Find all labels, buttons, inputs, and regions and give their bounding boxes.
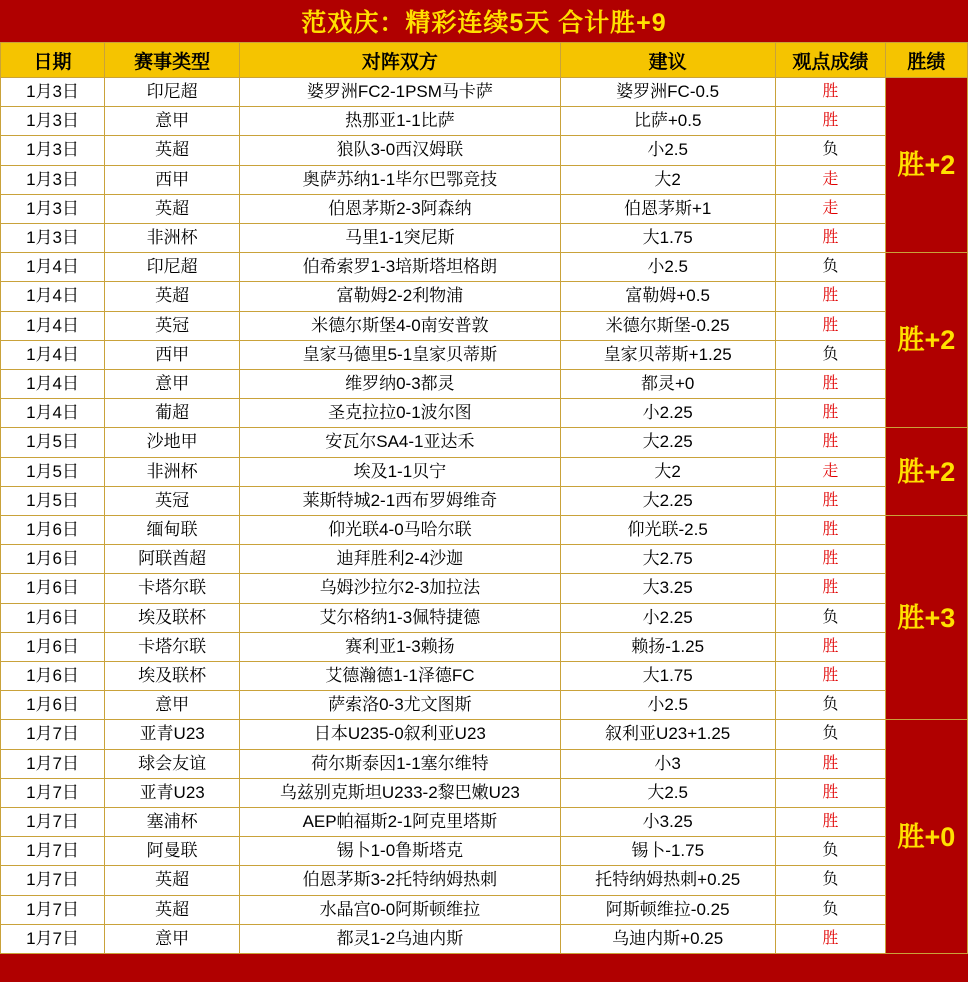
cell-result: 走	[775, 165, 885, 194]
cell-result: 负	[775, 691, 885, 720]
cell-result: 负	[775, 603, 885, 632]
cell-league: 意甲	[105, 691, 240, 720]
table-row	[1, 311, 968, 340]
summary-cell: 胜+2	[885, 428, 967, 516]
column-header-date: 日期	[1, 43, 105, 78]
cell-match: 维罗纳0-3都灵	[240, 370, 560, 399]
results-table	[0, 42, 968, 954]
cell-advice: 小2.5	[560, 253, 775, 282]
table-row	[1, 224, 968, 253]
cell-league: 英超	[105, 194, 240, 223]
cell-advice: 大2.25	[560, 486, 775, 515]
column-header-advice: 建议	[560, 43, 775, 78]
cell-match: 安瓦尔SA4-1亚达禾	[240, 428, 560, 457]
cell-date: 1月4日	[1, 282, 105, 311]
header-row	[1, 43, 968, 78]
cell-league: 球会友谊	[105, 749, 240, 778]
cell-match: 萨索洛0-3尤文图斯	[240, 691, 560, 720]
cell-result: 胜	[775, 808, 885, 837]
table-row	[1, 399, 968, 428]
cell-match: 赛利亚1-3赖扬	[240, 632, 560, 661]
column-header-match: 对阵双方	[240, 43, 560, 78]
table-header	[1, 43, 968, 78]
cell-advice: 乌迪内斯+0.25	[560, 924, 775, 953]
table-row	[1, 866, 968, 895]
cell-advice: 大1.75	[560, 224, 775, 253]
table-row	[1, 924, 968, 953]
cell-date: 1月3日	[1, 107, 105, 136]
cell-match: 仰光联4-0马哈尔联	[240, 516, 560, 545]
cell-result: 胜	[775, 778, 885, 807]
cell-advice: 小3.25	[560, 808, 775, 837]
cell-league: 卡塔尔联	[105, 632, 240, 661]
cell-league: 印尼超	[105, 253, 240, 282]
table-row	[1, 778, 968, 807]
cell-advice: 仰光联-2.5	[560, 516, 775, 545]
cell-date: 1月4日	[1, 340, 105, 369]
cell-league: 缅甸联	[105, 516, 240, 545]
cell-advice: 米德尔斯堡-0.25	[560, 311, 775, 340]
table-row	[1, 340, 968, 369]
cell-result: 负	[775, 340, 885, 369]
cell-date: 1月7日	[1, 749, 105, 778]
cell-advice: 大2.25	[560, 428, 775, 457]
cell-date: 1月3日	[1, 224, 105, 253]
cell-date: 1月3日	[1, 78, 105, 107]
cell-date: 1月3日	[1, 194, 105, 223]
cell-advice: 小2.5	[560, 136, 775, 165]
cell-match: 埃及1-1贝宁	[240, 457, 560, 486]
cell-advice: 小3	[560, 749, 775, 778]
cell-league: 葡超	[105, 399, 240, 428]
table-row	[1, 749, 968, 778]
cell-match: 迪拜胜利2-4沙迦	[240, 545, 560, 574]
column-header-league: 赛事类型	[105, 43, 240, 78]
cell-match: 荷尔斯泰因1-1塞尔维特	[240, 749, 560, 778]
cell-league: 印尼超	[105, 78, 240, 107]
table-row	[1, 662, 968, 691]
cell-league: 埃及联杯	[105, 603, 240, 632]
table-row	[1, 632, 968, 661]
cell-league: 西甲	[105, 165, 240, 194]
cell-date: 1月6日	[1, 603, 105, 632]
cell-date: 1月7日	[1, 866, 105, 895]
cell-match: 乌兹别克斯坦U233-2黎巴嫩U23	[240, 778, 560, 807]
cell-league: 埃及联杯	[105, 662, 240, 691]
cell-match: 热那亚1-1比萨	[240, 107, 560, 136]
summary-cell: 胜+2	[885, 78, 967, 253]
cell-match: 伯恩茅斯2-3阿森纳	[240, 194, 560, 223]
table-row	[1, 895, 968, 924]
table-row	[1, 603, 968, 632]
cell-league: 非洲杯	[105, 457, 240, 486]
table-row	[1, 574, 968, 603]
cell-advice: 小2.25	[560, 399, 775, 428]
cell-league: 西甲	[105, 340, 240, 369]
cell-date: 1月3日	[1, 165, 105, 194]
cell-match: 伯希索罗1-3培斯塔坦格朗	[240, 253, 560, 282]
summary-cell: 胜+3	[885, 516, 967, 720]
cell-league: 意甲	[105, 107, 240, 136]
cell-league: 意甲	[105, 924, 240, 953]
cell-advice: 阿斯顿维拉-0.25	[560, 895, 775, 924]
cell-result: 走	[775, 457, 885, 486]
cell-league: 阿曼联	[105, 837, 240, 866]
cell-advice: 大2	[560, 165, 775, 194]
cell-match: 圣克拉拉0-1波尔图	[240, 399, 560, 428]
cell-result: 负	[775, 866, 885, 895]
table-row	[1, 545, 968, 574]
cell-match: 伯恩茅斯3-2托特纳姆热刺	[240, 866, 560, 895]
table-row	[1, 457, 968, 486]
cell-league: 英冠	[105, 486, 240, 515]
cell-date: 1月6日	[1, 574, 105, 603]
cell-match: 狼队3-0西汉姆联	[240, 136, 560, 165]
cell-league: 塞浦杯	[105, 808, 240, 837]
cell-league: 英超	[105, 282, 240, 311]
cell-result: 胜	[775, 662, 885, 691]
cell-match: 艾德瀚德1-1泽德FC	[240, 662, 560, 691]
table-row	[1, 486, 968, 515]
cell-advice: 伯恩茅斯+1	[560, 194, 775, 223]
table-row	[1, 837, 968, 866]
cell-league: 阿联酋超	[105, 545, 240, 574]
cell-date: 1月7日	[1, 837, 105, 866]
summary-cell: 胜+2	[885, 253, 967, 428]
cell-date: 1月5日	[1, 428, 105, 457]
cell-result: 胜	[775, 486, 885, 515]
table-row	[1, 720, 968, 749]
cell-result: 负	[775, 720, 885, 749]
cell-result: 胜	[775, 399, 885, 428]
cell-advice: 大2.75	[560, 545, 775, 574]
cell-advice: 托特纳姆热刺+0.25	[560, 866, 775, 895]
table-row	[1, 428, 968, 457]
cell-advice: 大1.75	[560, 662, 775, 691]
cell-advice: 叙利亚U23+1.25	[560, 720, 775, 749]
cell-match: 锡卜1-0鲁斯塔克	[240, 837, 560, 866]
table-body	[1, 78, 968, 954]
table-row	[1, 107, 968, 136]
table-row	[1, 691, 968, 720]
cell-result: 胜	[775, 516, 885, 545]
cell-result: 负	[775, 895, 885, 924]
cell-result: 负	[775, 136, 885, 165]
cell-result: 胜	[775, 574, 885, 603]
cell-advice: 皇家贝蒂斯+1.25	[560, 340, 775, 369]
table-row	[1, 78, 968, 107]
cell-result: 胜	[775, 311, 885, 340]
cell-result: 胜	[775, 224, 885, 253]
cell-match: 莱斯特城2-1西布罗姆维奇	[240, 486, 560, 515]
cell-date: 1月4日	[1, 253, 105, 282]
cell-advice: 比萨+0.5	[560, 107, 775, 136]
cell-advice: 小2.25	[560, 603, 775, 632]
cell-match: 艾尔格纳1-3佩特捷德	[240, 603, 560, 632]
cell-match: 婆罗洲FC2-1PSM马卡萨	[240, 78, 560, 107]
cell-advice: 婆罗洲FC-0.5	[560, 78, 775, 107]
column-header-result: 观点成绩	[775, 43, 885, 78]
cell-date: 1月7日	[1, 924, 105, 953]
cell-league: 英超	[105, 136, 240, 165]
cell-league: 亚青U23	[105, 778, 240, 807]
column-header-summary: 胜绩	[885, 43, 967, 78]
cell-advice: 小2.5	[560, 691, 775, 720]
cell-match: 马里1-1突尼斯	[240, 224, 560, 253]
cell-date: 1月6日	[1, 691, 105, 720]
cell-date: 1月6日	[1, 545, 105, 574]
table-row	[1, 516, 968, 545]
cell-advice: 大2.5	[560, 778, 775, 807]
cell-result: 胜	[775, 428, 885, 457]
page-title: 范戏庆：精彩连续5天 合计胜+9	[0, 0, 968, 42]
cell-date: 1月6日	[1, 516, 105, 545]
cell-league: 非洲杯	[105, 224, 240, 253]
cell-result: 走	[775, 194, 885, 223]
cell-date: 1月7日	[1, 778, 105, 807]
cell-league: 意甲	[105, 370, 240, 399]
cell-match: 日本U235-0叙利亚U23	[240, 720, 560, 749]
table-row	[1, 136, 968, 165]
cell-result: 胜	[775, 370, 885, 399]
cell-advice: 锡卜-1.75	[560, 837, 775, 866]
cell-date: 1月6日	[1, 662, 105, 691]
table-row	[1, 165, 968, 194]
cell-date: 1月4日	[1, 311, 105, 340]
cell-league: 英超	[105, 866, 240, 895]
cell-league: 沙地甲	[105, 428, 240, 457]
cell-date: 1月3日	[1, 136, 105, 165]
cell-match: 皇家马德里5-1皇家贝蒂斯	[240, 340, 560, 369]
cell-date: 1月4日	[1, 370, 105, 399]
cell-result: 负	[775, 253, 885, 282]
table-row	[1, 253, 968, 282]
cell-match: 都灵1-2乌迪内斯	[240, 924, 560, 953]
cell-date: 1月7日	[1, 720, 105, 749]
table-row	[1, 808, 968, 837]
cell-advice: 大3.25	[560, 574, 775, 603]
cell-result: 胜	[775, 632, 885, 661]
cell-date: 1月4日	[1, 399, 105, 428]
table-row	[1, 282, 968, 311]
cell-advice: 赖扬-1.25	[560, 632, 775, 661]
cell-date: 1月5日	[1, 457, 105, 486]
cell-result: 胜	[775, 924, 885, 953]
cell-result: 胜	[775, 78, 885, 107]
cell-match: 奥萨苏纳1-1毕尔巴鄂竞技	[240, 165, 560, 194]
cell-result: 胜	[775, 749, 885, 778]
cell-league: 亚青U23	[105, 720, 240, 749]
cell-match: 米德尔斯堡4-0南安普敦	[240, 311, 560, 340]
cell-result: 胜	[775, 282, 885, 311]
cell-match: 富勒姆2-2利物浦	[240, 282, 560, 311]
cell-date: 1月6日	[1, 632, 105, 661]
cell-match: AEP帕福斯2-1阿克里塔斯	[240, 808, 560, 837]
cell-match: 乌姆沙拉尔2-3加拉法	[240, 574, 560, 603]
cell-match: 水晶宫0-0阿斯顿维拉	[240, 895, 560, 924]
cell-result: 胜	[775, 545, 885, 574]
cell-date: 1月7日	[1, 808, 105, 837]
cell-advice: 富勒姆+0.5	[560, 282, 775, 311]
cell-advice: 大2	[560, 457, 775, 486]
summary-cell: 胜+0	[885, 720, 967, 954]
cell-league: 卡塔尔联	[105, 574, 240, 603]
cell-league: 英超	[105, 895, 240, 924]
cell-result: 负	[775, 837, 885, 866]
cell-league: 英冠	[105, 311, 240, 340]
cell-date: 1月7日	[1, 895, 105, 924]
cell-advice: 都灵+0	[560, 370, 775, 399]
cell-date: 1月5日	[1, 486, 105, 515]
table-row	[1, 194, 968, 223]
cell-result: 胜	[775, 107, 885, 136]
table-row	[1, 370, 968, 399]
